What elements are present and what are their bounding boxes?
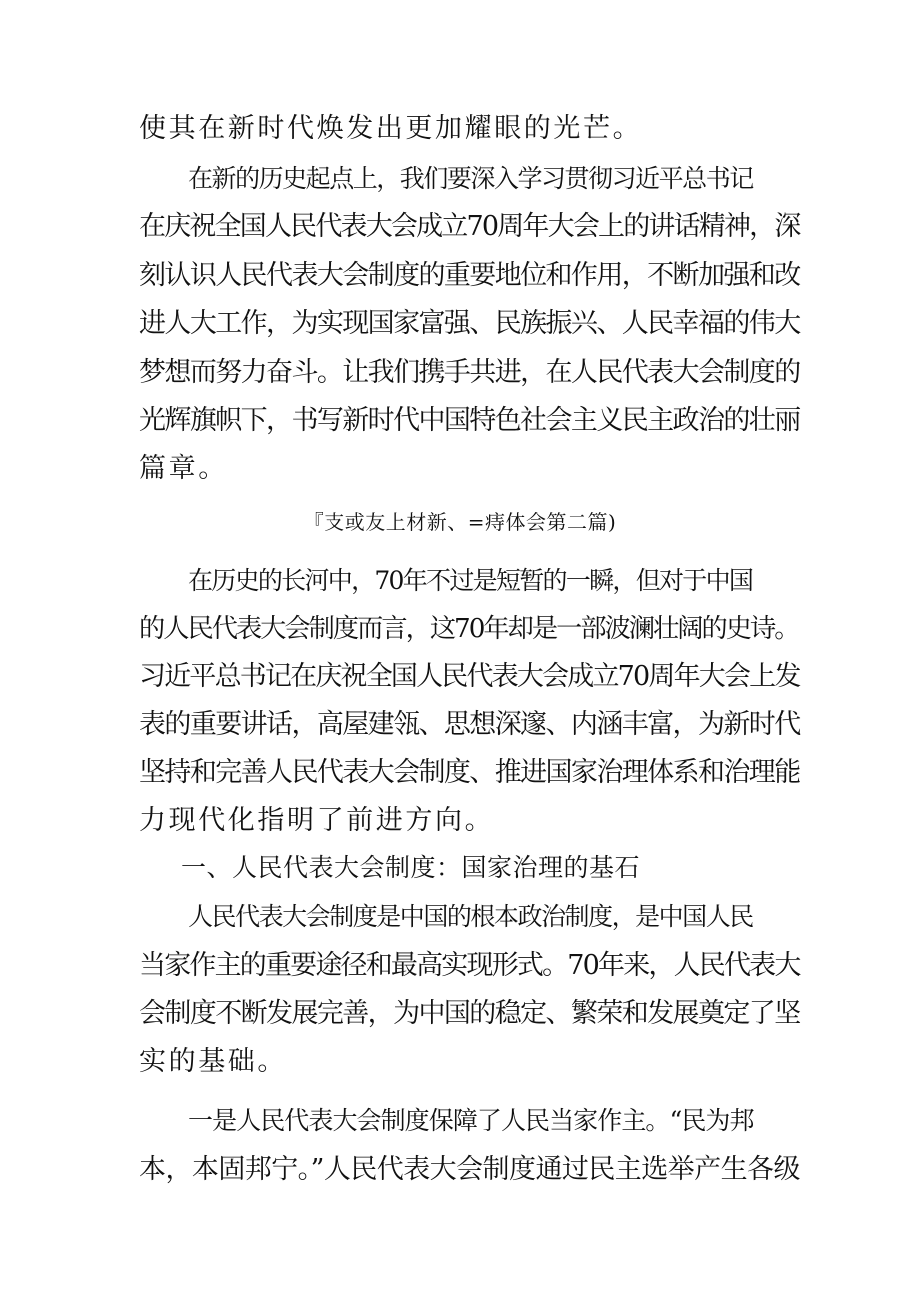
paragraph-line: 在新的历史起点上，我们要深入学习贯彻习近平总书记 [188, 164, 753, 193]
paragraph-line: 本，本固邦宁。”人民代表大会制度通过民主选举产生各级 [139, 1154, 800, 1185]
paragraph-line: 的人民代表大会制度而言，这70年却是一部波澜壮阔的史诗。 [139, 614, 799, 644]
paragraph-line: 实的基础。 [139, 1046, 287, 1077]
paragraph-line: 在历史的长河中，70年不过是短暂的一瞬，但对于中国 [188, 566, 753, 595]
paragraph-line: 篇章。 [139, 453, 228, 484]
paragraph-line: 刻认识人民代表大会制度的重要地位和作用，不断加强和改 [139, 260, 800, 291]
paragraph-line: 人民代表大会制度是中国的根本政治制度，是中国人民 [188, 902, 753, 931]
paragraph-line: 表的重要讲话，高屋建瓴、思想深邃、内涵丰富，为新时代 [139, 709, 800, 740]
paragraph-line: 梦想而努力奋斗。让我们携手共进，在人民代表大会制度的 [139, 357, 800, 388]
paragraph-line: 会制度不断发展完善，为中国的稳定、繁荣和发展奠定了坚 [139, 998, 800, 1029]
section-heading: 一、人民代表大会制度：国家治理的基石 [181, 853, 641, 882]
section-caption: 『支或友上材新、=痔体会第二篇) [303, 510, 617, 534]
paragraph-line: 使其在新时代焕发出更加耀眼的光芒。 [139, 113, 643, 144]
paragraph-line: 当家作主的重要途径和最高实现形式。70年来，人民代表大 [139, 950, 800, 981]
paragraph-line: 习近平总书记在庆祝全国人民代表大会成立70周年大会上发 [139, 661, 800, 692]
paragraph-line: 光辉旗帜下，书写新时代中国特色社会主义民主政治的壮丽 [139, 405, 800, 436]
paragraph-line: 一是人民代表大会制度保障了人民当家作主。“民为邦 [188, 1106, 754, 1135]
paragraph-line: 进人大工作，为实现国家富强、民族振兴、人民幸福的伟大 [139, 308, 800, 339]
paragraph-line: 力现代化指明了前进方向。 [139, 805, 495, 836]
paragraph-line: 坚持和完善人民代表大会制度、推进国家治理体系和治理能 [139, 757, 800, 788]
paragraph-line: 在庆祝全国人民代表大会成立70周年大会上的讲话精神，深 [139, 211, 800, 242]
